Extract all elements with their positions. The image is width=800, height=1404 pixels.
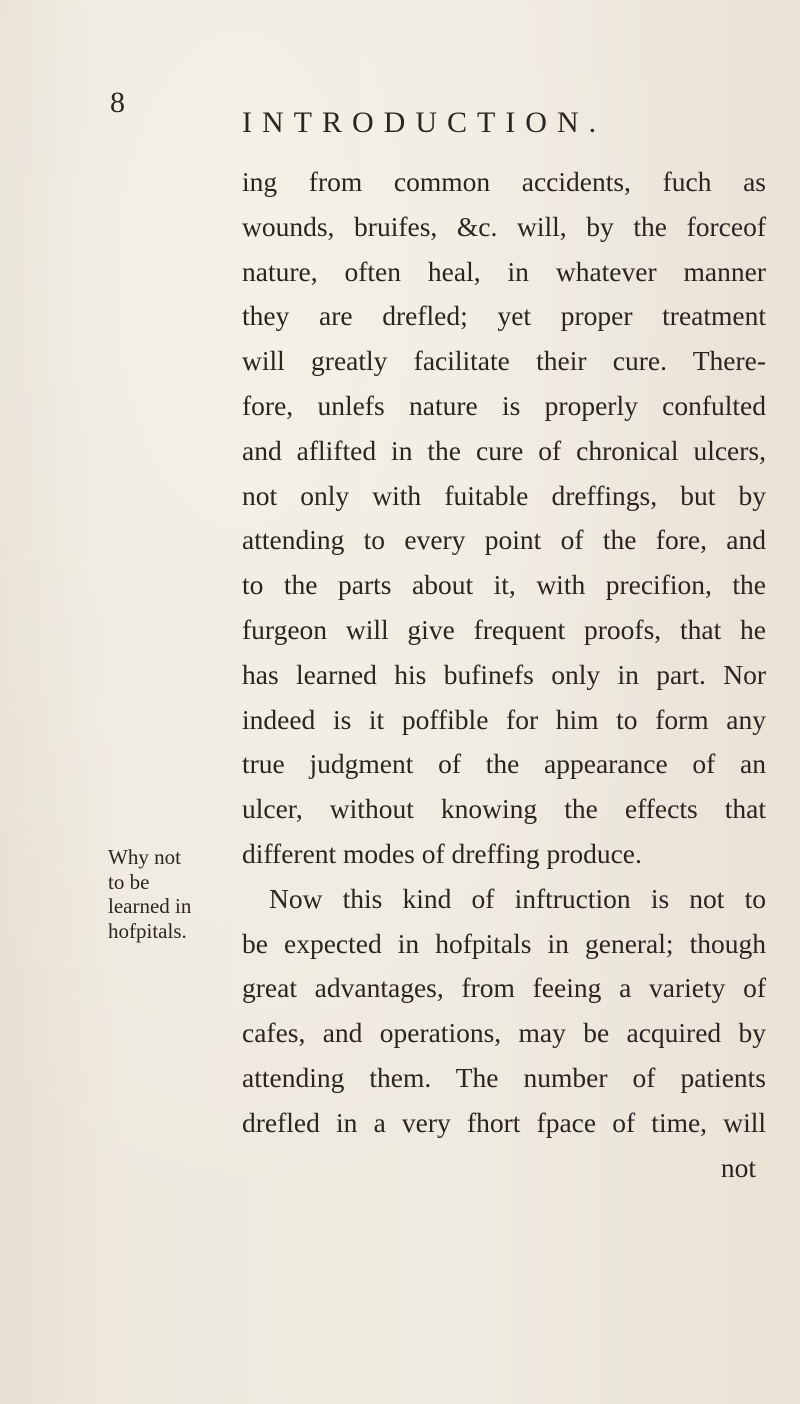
catchword: not [720, 1151, 756, 1183]
text-line: great advantages, from feeing a variety of [242, 972, 766, 1004]
text-line: wounds, bruifes, &c. will, by the forceof [242, 210, 766, 242]
page-number: 8 [110, 86, 125, 119]
text-line: ing from common accidents, fuch as [242, 166, 766, 197]
margin-note-line: learned in [108, 894, 192, 918]
margin-note-line: hofpitals. [108, 918, 187, 943]
margin-note-line: Why not [108, 845, 181, 869]
text-line: will greatly facilitate their cure. There- [242, 345, 766, 377]
margin-note-line: to be [108, 869, 150, 894]
text-line: attending to every point of the fore, and [242, 524, 766, 556]
text-line: they are drefled; yet proper treatment [242, 300, 766, 332]
text-line: Now this kind of inftruction is not to [269, 882, 766, 914]
text-line: furgeon will give frequent proofs, that he [242, 613, 766, 645]
text-line: has learned his bufinefs only in part. Nor [242, 658, 766, 690]
text-line: drefled in a very fhort fpace of time, will [242, 1106, 766, 1138]
text-line: and aflifted in the cure of chronical ulcers, [242, 434, 766, 466]
text-line: fore, unlefs nature is properly confulted [242, 389, 766, 421]
text-line: be expected in hofpitals in general; though [242, 927, 766, 959]
text-line: indeed is it poffible for him to form any [242, 703, 766, 735]
text-line: attending them. The number of patients [242, 1061, 766, 1093]
text-line: to the parts about it, with precifion, the [242, 569, 766, 601]
text-line: not only with fuitable dreffings, but by [242, 479, 766, 511]
running-head: INTRODUCTION. [242, 106, 607, 139]
margin-note [108, 845, 228, 943]
text-line: true judgment of the appearance of an [242, 748, 766, 780]
body-text [242, 160, 766, 1190]
text-line: nature, often heal, in whatever manner [242, 255, 766, 287]
text-line: cafes, and operations, may be acquired by [242, 1017, 766, 1049]
text-line: different modes of dreffing produce. [242, 837, 642, 869]
text-line: ulcer, without knowing the effects that [242, 793, 766, 825]
